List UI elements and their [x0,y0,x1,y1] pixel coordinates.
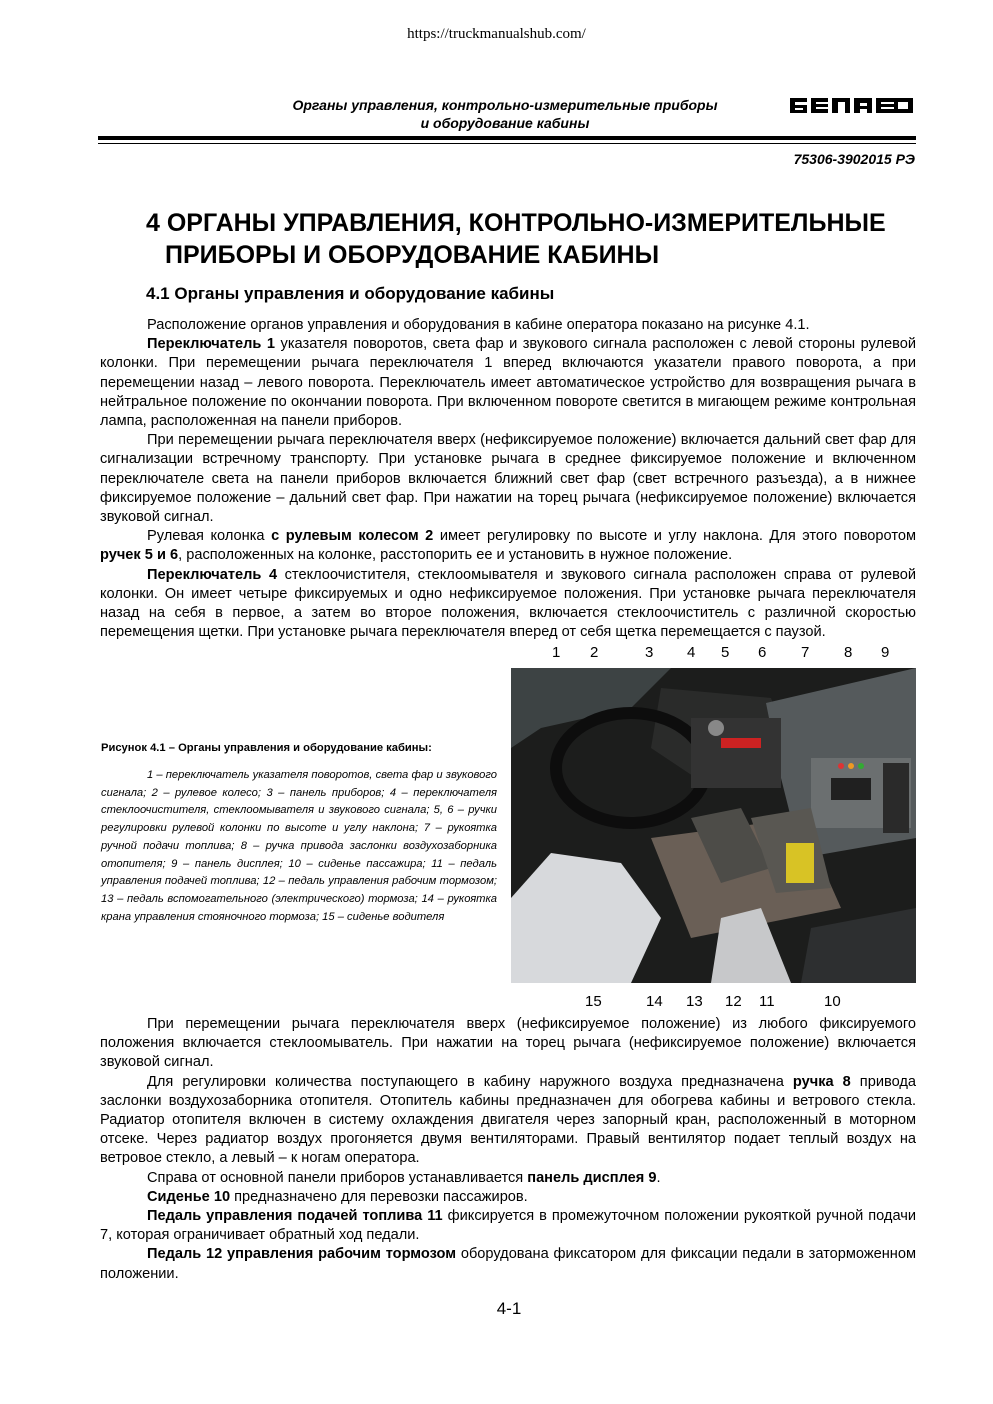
callout-number: 14 [646,993,663,1010]
header-rule-thick [98,136,916,140]
running-header-line1: Органы управления, контрольно-измерительные приборы [292,97,718,113]
callout-number: 8 [844,644,853,661]
callout-number: 10 [824,993,841,1010]
chapter-title-line2: ПРИБОРЫ И ОБОРУДОВАНИЕ КАБИНЫ [165,241,660,269]
paragraph-text: Справа от основной панели приборов устанавливается [147,1169,528,1186]
paragraph [100,1169,916,1188]
source-url[interactable]: https://truckmanualshub.com/ [407,26,586,42]
paragraph-text: Расположение органов управления и оборудования в кабине оператора показано на рисунке 4.1. [147,317,810,333]
callout-number: 15 [585,993,602,1010]
paragraph [100,1015,916,1073]
document-number: 75306-3902015 РЭ [793,151,915,167]
bold-term: ручек 5 и 6 [100,547,179,564]
page-number: 4-1 [496,1299,522,1318]
header-rule-thin [98,143,916,144]
paragraph [100,527,916,565]
chapter-title-line1: 4 ОРГАНЫ УПРАВЛЕНИЯ, КОНТРОЛЬНО-ИЗМЕРИТЕЛЬНЫЕ [146,209,886,237]
belaz-logo [790,98,913,113]
paragraph-text: привода заслонки воздухозаборника отопителя. Отопитель кабины предназначен для обогрева кабины и ветрового стекла. Радиатор отопителя включен в систему охлаждения двигателя через запорный кран, расположенный в моторном отсеке. Через радиатор воздух прогоняется двумя вентиляторами. Правый вентилятор подает теплый воздух на ветровое стекло, а левый – к ногам оператора. [100,1073,916,1167]
bold-term: с рулевым колесом 2 [271,528,434,545]
paragraph [100,1073,916,1169]
bold-term: Педаль управления подачей топлива 11 [147,1208,443,1225]
paragraph-text: , расположенных на колонке, расстопорить ее и установить в нужное положение. [178,547,733,564]
callout-number: 12 [725,993,742,1010]
callout-number: 2 [590,644,599,661]
callout-number: 7 [801,644,810,661]
paragraph [100,566,916,643]
paragraph-text: стеклоочистителя, стеклоомывателя и звукового сигнала расположен справа от рулевой колонки. Он имеет четыре фиксируемых и одно нефиксируемое положения. При установке рычага переключателя назад на себя в первое, а затем во второе положения, включается стеклоочиститель с различной скоростью перемещения щетки. При установке рычага переключателя вперед от себя щетка перемещается с паузой. [100,566,917,641]
body-text-bottom [100,1015,916,1284]
paragraph-text: оборудована фиксатором для фиксации педали в заторможенном положении. [100,1246,916,1282]
paragraph-text: фиксируется в промежуточном положении рукояткой ручной подачи 7, которая ограничивает обратный ход педали. [100,1208,916,1244]
body-text-top [100,316,916,642]
bold-term: Переключатель 1 [147,336,276,353]
callout-number: 9 [881,644,890,661]
cabin-photo [511,668,916,983]
figure-legend: 1 – переключатель указателя поворотов, света фар и звукового сигнала; 2 – рулевое колесо; 3 – панель приборов; 4 – переключателя стеклоочистителя, стеклоомывателя и звукового сигнала; 5, 6 – ручки регулировки рулевой колонки по высоте и углу наклона; 7 – рукоятка ручной подачи топлива; 8 – ручка привода заслонки воздухозаборника отопителя; 9 – панель дисплея; 10 – сиденье пассажира; 11 – педаль управления подачей топлива; 12 – педаль управления рабочим тормозом; 13 – педаль вспомогательного (электрического) тормоза; 14 – рукоятка крана управления стояночного тормоза; 15 – сиденье водителя [101,769,497,923]
paragraph [100,1245,916,1283]
bold-term: Переключатель 4 [147,566,278,583]
paragraph-text: При перемещении рычага переключателя вверх (нефиксируемое положение) включается дальний свет фар для сигнализации встречному транспорту. При установке рычага в среднее фиксируемое положение и включенном переключателе света на панели приборов включается ближний свет фар (свет встречного разъезда), а в нижнее фиксируемое положение – дальний свет фар. При нажатии на торец рычага (нефиксируемое положение) включается звуковой сигнал. [100,432,916,526]
paragraph [100,335,916,431]
figure-caption: Рисунок 4.1 – Органы управления и оборудование кабины: [101,742,432,754]
paragraph [100,431,916,527]
callout-number: 13 [686,993,703,1010]
paragraph-text: Для регулировки количества поступающего в кабину наружного воздуха предназначена [147,1073,793,1090]
paragraph [100,316,916,335]
callout-number: 11 [759,993,775,1010]
callout-number: 5 [721,644,730,661]
paragraph-text: . [656,1169,661,1186]
paragraph-text: имеет регулировку по высоте и углу наклона. Для этого поворотом [433,528,916,545]
bold-term: ручка 8 [792,1073,851,1090]
running-header-line2: и оборудование кабины [420,115,590,131]
callout-number: 1 [552,644,561,661]
bold-term: Педаль 12 управления рабочим тормозом [147,1246,457,1263]
callout-number: 3 [645,644,654,661]
callout-number: 4 [687,644,696,661]
section-title: 4.1 Органы управления и оборудование кабины [146,284,555,303]
bold-term: панель дисплея 9 [527,1169,657,1186]
chapter-title [146,207,926,271]
bold-term: Сиденье 10 [147,1188,231,1205]
paragraph-text: При перемещении рычага переключателя вверх (нефиксируемое положение) из любого фиксируемого положения включается стеклоомыватель. При нажатии на торец рычага (нефиксируемое положение) включается звуковой сигнал. [100,1016,916,1071]
running-header [240,96,770,132]
paragraph [100,1207,916,1245]
cabin-illustration [511,668,916,983]
paragraph-text: предназначено для перевозки пассажиров. [230,1188,528,1205]
paragraph-text: Рулевая колонка [147,528,272,545]
paragraph-text: указателя поворотов, света фар и звукового сигнала расположен с левой стороны рулевой колонки. При перемещении рычага переключателя 1 вперед включаются указатели правого поворота, а при перемещении назад – левого поворота. Переключатель имеет автоматическое устройство для возвращения рычага в нейтральное положение по окончании поворота. При включенном повороте светится в мигающем режиме контрольная лампа, расположенная на панели приборов. [100,336,917,430]
callout-number: 6 [758,644,767,661]
paragraph [100,1188,916,1207]
